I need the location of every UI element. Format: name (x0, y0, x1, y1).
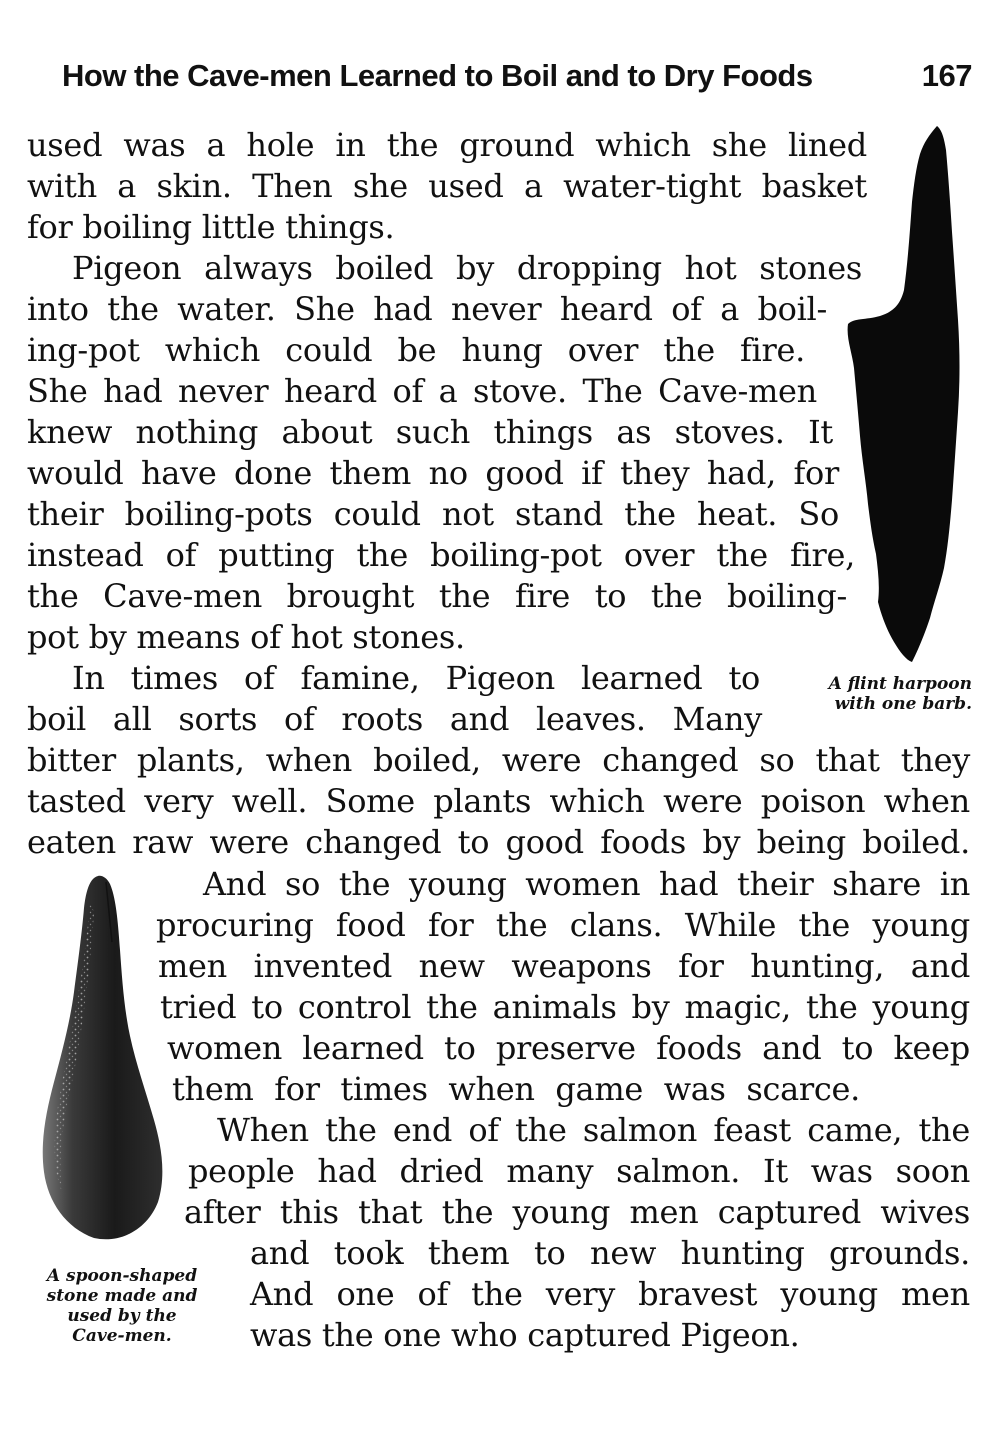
text-line: women learned to preserve foods and to keep (167, 1029, 970, 1067)
text-line: procuring food for the clans. While the young (156, 906, 970, 944)
text-line: ing-pot which could be hung over the fire. (27, 331, 805, 369)
caption-line: used by the (67, 1306, 177, 1326)
caption-line: stone made and (46, 1286, 198, 1306)
text-line: bitter plants, when boiled, were changed so that they (27, 741, 970, 779)
caption-line: Cave-men. (72, 1326, 172, 1346)
text-line: their boiling-pots could not stand the heat. So (27, 495, 839, 533)
running-header (62, 54, 972, 98)
text-line: the Cave-men brought the fire to the boiling- (27, 577, 847, 615)
text-line: them for times when game was scarce. (172, 1070, 860, 1108)
text-line: Pigeon always boiled by dropping hot stones (72, 249, 862, 287)
text-line: was the one who captured Pigeon. (250, 1316, 800, 1354)
text-line: When the end of the salmon feast came, the (217, 1111, 970, 1149)
spoon-stone-caption (22, 1266, 222, 1346)
chapter-title: How the Cave-men Learned to Boil and to Dry Foods (62, 58, 813, 93)
flint-harpoon-figure (842, 120, 982, 665)
spoon-stone-figure (32, 872, 174, 1244)
text-line: eaten raw were changed to good foods by being boiled. (27, 823, 970, 861)
text-line: boil all sorts of roots and leaves. Many (27, 700, 762, 738)
text-line: pot by means of hot stones. (27, 618, 465, 656)
text-line: She had never heard of a stove. The Cave-men (27, 372, 817, 410)
text-line: And so the young women had their share in (203, 865, 970, 903)
caption-line: with one barb. (834, 694, 972, 714)
text-line: And one of the very bravest young men (250, 1275, 970, 1313)
text-line: In times of famine, Pigeon learned to (72, 659, 760, 697)
text-line: knew nothing about such things as stoves. It (27, 413, 833, 451)
text-line: tasted very well. Some plants which were poison when (27, 782, 970, 820)
text-line: into the water. She had never heard of a boil- (27, 290, 827, 328)
text-line: would have done them no good if they had, for (27, 454, 839, 492)
spoon-stone-icon (32, 872, 174, 1244)
text-line: used was a hole in the ground which she lined (27, 126, 867, 164)
text-line: tried to control the animals by magic, the young (160, 988, 970, 1026)
flint-harpoon-icon (842, 120, 982, 665)
page-number: 167 (921, 58, 972, 93)
text-line: men invented new weapons for hunting, and (158, 947, 970, 985)
text-line: and took them to new hunting grounds. (250, 1234, 970, 1272)
caption-line: A flint harpoon (828, 674, 972, 694)
text-line: with a skin. Then she used a water-tight basket (27, 167, 867, 205)
caption-line: A spoon-shaped (46, 1266, 198, 1286)
text-line: for boiling little things. (27, 208, 395, 246)
text-line: people had dried many salmon. It was soon (188, 1152, 970, 1190)
text-line: instead of putting the boiling-pot over the fire, (27, 536, 855, 574)
text-line: after this that the young men captured wives (184, 1193, 970, 1231)
harpoon-caption (780, 674, 972, 714)
